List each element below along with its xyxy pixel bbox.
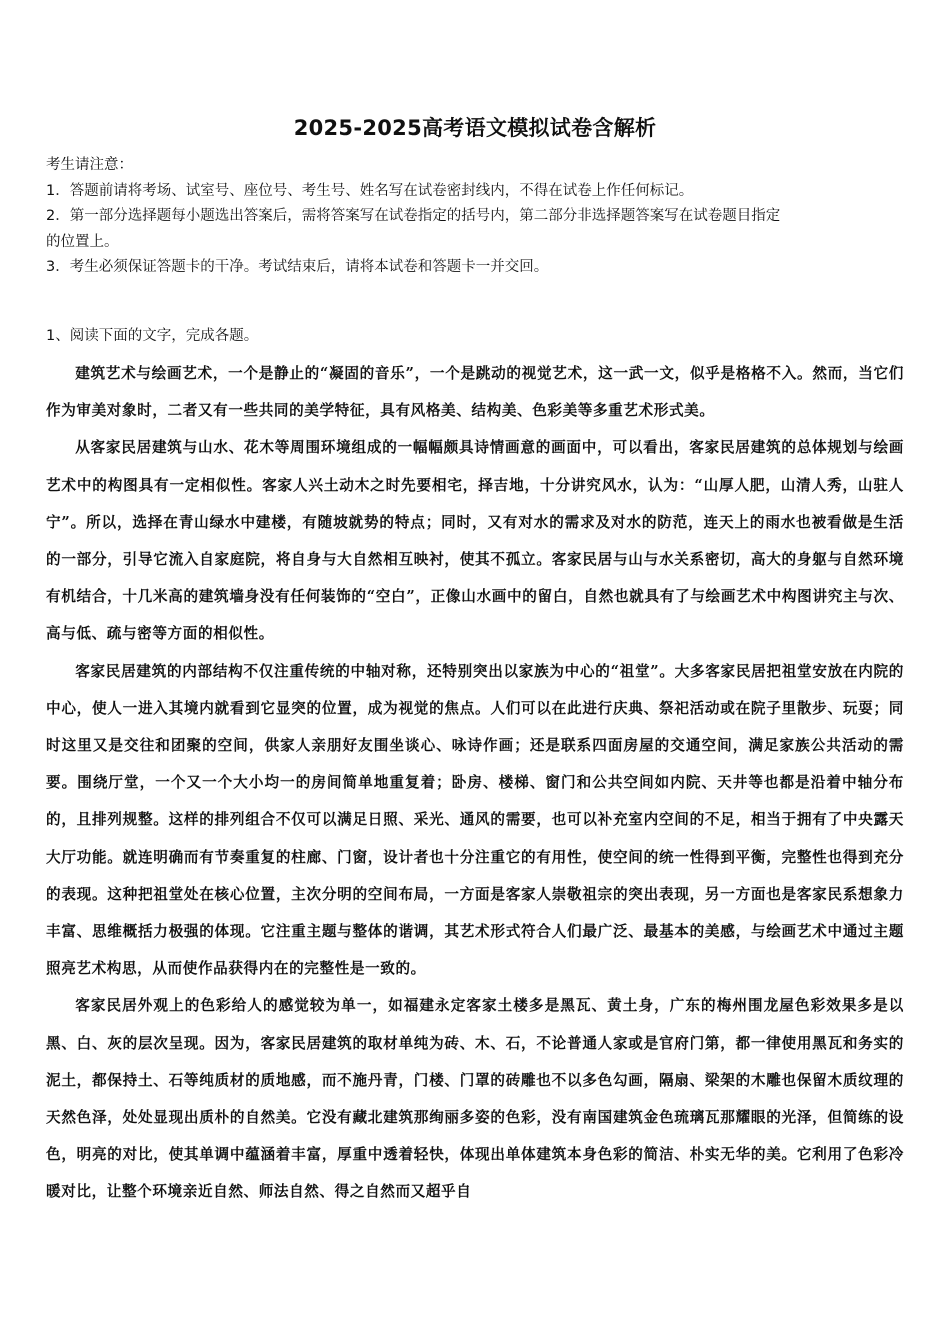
- passage-paragraph: 客家民居外观上的色彩给人的感觉较为单一，如福建永定客家土楼多是黑瓦、黄土身，广东的梅州围龙屋色彩效果多是以黑、白、灰的层次呈现。因为，客家民居建筑的取材单纯为砖、木、石，不论普通人家或是官府门第，都一律使用黑瓦和务实的泥土，都保持土、石等纯质材的质地感，而不施丹青，门楼、门罩的砖雕也不以多色勾画，隔扇、梁架的木雕也保留木质纹理的天然色泽，处处显现出质朴的自然美。它没有藏北建筑那绚丽多姿的色彩，没有南国建筑金色琉璃瓦那耀眼的光泽，但简练的设色，明亮的对比，使其单调中蕴涵着丰富，厚重中透着轻快，体现出单体建筑本身色彩的简洁、朴实无华的美。它利用了色彩冷暖对比，让整个环境亲近自然、师法自然、得之自然而又超乎自: [46, 997, 904, 1201]
- page-title: 2025-2025高考语文模拟试卷含解析: [293, 116, 657, 140]
- passage-paragraph: 从客家民居建筑与山水、花木等周围环境组成的一幅幅颇具诗情画意的画面中，可以看出，客家民居建筑的总体规划与绘画艺术中的构图具有一定相似性。客家人兴土动木之时先要相宅，择吉地，十分讲究风水，认为：“山厚人肥，山清人秀，山驻人宁”。所以，选择在青山绿水中建楼，有随坡就势的特点；同时，又有对水的需求及对水的防范，连天上的雨水也被看做是生活的一部分，引导它流入自家庭院，将自身与大自然相互映衬，使其不孤立。客家民居与山与水关系密切，高大的身躯与自然环境有机结合，十几米高的建筑墙身没有任何装饰的“空白”，正像山水画中的留白，自然也就具有了与绘画艺术中构图讲究主与次、高与低、疏与密等方面的相似性。: [46, 439, 904, 643]
- question-heading: 1、阅读下面的文字，完成各题。: [46, 328, 259, 344]
- notice-item: 的位置上。: [46, 233, 119, 250]
- passage-paragraph: 建筑艺术与绘画艺术，一个是静止的“凝固的音乐”，一个是跳动的视觉艺术，这一武一文，似乎是格格不入。然而，当它们作为审美对象时，二者又有一些共同的美学特征，具有风格美、结构美、色彩美等多重艺术形式美。: [46, 365, 904, 420]
- notice-item: 2．第一部分选择题每小题选出答案后，需将答案写在试卷指定的括号内，第二部分非选择题答案写在试卷题目指定: [46, 208, 781, 224]
- notice-item: 1．答题前请将考场、试室号、座位号、考生号、姓名写在试卷密封线内，不得在试卷上作任何标记。: [46, 182, 694, 199]
- passage-paragraph: 客家民居建筑的内部结构不仅注重传统的中轴对称，还特别突出以家族为中心的“祖堂”。大多客家民居把祖堂安放在内院的中心，使人一进入其境内就看到它显突的位置，成为视觉的焦点。人们可以在此进行庆典、祭祀活动或在院子里散步、玩耍；同时这里又是交往和团聚的空间，供家人亲朋好友围坐谈心、咏诗作画；还是联系四面房屋的交通空间，满足家族公共活动的需要。围绕厅堂，一个又一个大小均一的房间简单地重复着；卧房、楼梯、窗门和公共空间如内院、天井等也都是沿着中轴分布的，且排列规整。这样的排列组合不仅可以满足日照、采光、通风的需要，也可以补充室内空间的不足，相当于拥有了中央露天大厅功能。就连明确而有节奏重复的柱廊、门窗，设计者也十分注重它的有用性，使空间的统一性得到平衡，完整性也得到充分的表现。这种把祖堂处在核心位置，主次分明的空间布局，一方面是客家人崇敬祖宗的突出表现，另一方面也是客家民系想象力丰富、思维概括力极强的体现。它注重主题与整体的谐调，其艺术形式符合人们最广泛、最基本的美感，与绘画艺术中通过主题照亮艺术构思，从而使作品获得内在的完整性是一致的。: [46, 662, 904, 978]
- reading-passage: [46, 355, 904, 1211]
- notice-heading: 考生请注意：: [46, 157, 133, 173]
- notice-item: 3．考生必须保证答题卡的干净。考试结束后，请将本试卷和答题卡一并交回。: [46, 259, 549, 275]
- exam-notice: [46, 153, 906, 281]
